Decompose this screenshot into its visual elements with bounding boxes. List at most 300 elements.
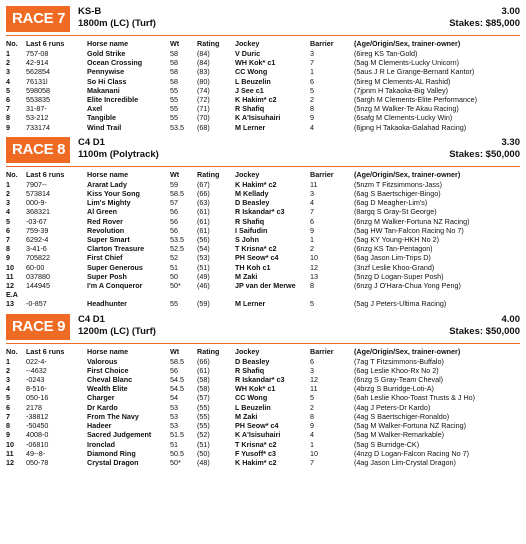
- table-row: [6, 375, 520, 384]
- cell-jockey: M Kellady: [235, 189, 269, 199]
- cell-wt: 58: [170, 76, 178, 86]
- cell-jockey: S John: [235, 235, 259, 245]
- table-row: [6, 86, 520, 95]
- cell-wt: 51.5: [170, 430, 184, 440]
- cell-rating: (55): [197, 402, 210, 412]
- race-header: [6, 4, 520, 34]
- cell-horse: Wealth Elite: [87, 384, 128, 394]
- race-header: [6, 312, 520, 342]
- cell-no: 9: [6, 430, 10, 440]
- cell-jockey: CC Wong: [235, 393, 268, 403]
- race-info: [78, 137, 159, 161]
- cell-no: 11: [6, 448, 14, 458]
- cell-barrier: 6: [310, 216, 314, 226]
- cell-rating: (50): [197, 448, 210, 458]
- column-header-wt: Wt: [170, 346, 180, 356]
- cell-barrier: 8: [310, 281, 314, 291]
- cell-barrier: 8: [310, 411, 314, 421]
- cell-barrier: 3: [310, 365, 314, 375]
- column-header-no: No.: [6, 169, 18, 179]
- cell-last6: 000-9-: [26, 198, 47, 208]
- race-class: KS-B: [78, 6, 102, 17]
- cell-wt: 55: [170, 85, 178, 95]
- cell-horse: Clarton Treasure: [87, 244, 145, 254]
- race-badge: RACE 8: [6, 137, 70, 163]
- table-row: [6, 207, 520, 216]
- cell-barrier: 4: [310, 122, 314, 132]
- cell-horse: First Choice: [87, 365, 129, 375]
- table-row: [6, 244, 520, 253]
- cell-age: (5nzm T Fitzsimmons-Jass): [354, 179, 442, 189]
- cell-wt: 55: [170, 104, 178, 114]
- cell-last6: 573814: [26, 189, 50, 199]
- cell-horse: Sacred Judgement: [87, 430, 152, 440]
- cell-horse: So Hi Class: [87, 76, 127, 86]
- cell-no: 9: [6, 122, 10, 132]
- column-header-no: No.: [6, 39, 18, 48]
- cell-horse: Cheval Blanc: [87, 375, 133, 385]
- table-row: [6, 58, 520, 67]
- cell-barrier: 3: [310, 49, 314, 58]
- cell-jockey: R Shafiq: [235, 104, 265, 114]
- cell-barrier: 1: [310, 67, 314, 77]
- cell-jockey: T Krisna* c2: [235, 244, 277, 254]
- cell-horse: Crystal Dragon: [87, 457, 139, 467]
- column-header-wt: Wt: [170, 39, 180, 48]
- cell-jockey: K Hakim* c2: [235, 457, 277, 467]
- cell-jockey: V Duric: [235, 49, 261, 58]
- cell-wt: 53: [170, 411, 178, 421]
- cell-barrier: 12: [310, 262, 318, 272]
- cell-rating: (59): [197, 299, 210, 309]
- cell-last6: 42-914: [26, 58, 49, 68]
- cell-age: (7ag T Fitzsimmons-Buffalo): [354, 356, 444, 366]
- cell-wt: 53.5: [170, 235, 184, 245]
- column-header-horse: Horse name: [87, 39, 129, 48]
- table-row: [6, 123, 520, 132]
- column-header-no: No.: [6, 346, 18, 356]
- cell-barrier: 5: [310, 393, 314, 403]
- table-row: [6, 440, 520, 449]
- cell-wt: 56: [170, 225, 178, 235]
- table-row: [6, 95, 520, 104]
- cell-last6: 53-212: [26, 113, 49, 123]
- cell-rating: (57): [197, 393, 210, 403]
- cell-last6: 598058: [26, 85, 50, 95]
- cell-last6: 31-87-: [26, 104, 47, 114]
- cell-no: 6: [6, 402, 10, 412]
- column-header-last6: Last 6 runs: [26, 39, 65, 48]
- cell-horse: Elite Incredible: [87, 95, 139, 105]
- cell-last6: -0243: [26, 375, 45, 385]
- cell-wt: 57: [170, 198, 178, 208]
- race-stakes: Stakes: $50,000: [449, 325, 520, 337]
- cell-no: 5: [6, 85, 10, 95]
- cell-age: (5ag S Burridge-CK): [354, 439, 420, 449]
- cell-jockey: R Iskandar* c3: [235, 375, 285, 385]
- column-header-age: (Age/Origin/Sex, trainer-owner): [354, 346, 461, 356]
- table-row: [6, 253, 520, 262]
- cell-jockey: K A'Isisuhairi: [235, 430, 281, 440]
- runners-table: [6, 36, 520, 132]
- cell-age: (5nzg D Logan-Super Posh): [354, 271, 444, 281]
- cell-rating: (66): [197, 356, 210, 366]
- cell-last6: 60-00: [26, 262, 45, 272]
- cell-barrier: 10: [310, 253, 318, 263]
- cell-horse: Red Rover: [87, 216, 123, 226]
- cell-no: 3: [6, 198, 10, 208]
- table-row: [6, 217, 520, 226]
- cell-jockey: WH Kok* c1: [235, 384, 276, 394]
- cell-rating: (51): [197, 439, 210, 449]
- cell-rating: (61): [197, 216, 210, 226]
- cell-last6: -50450: [26, 421, 49, 431]
- cell-horse: Revolution: [87, 225, 125, 235]
- cell-no: 12: [6, 457, 14, 467]
- cell-jockey: JP van der Merwe: [235, 281, 296, 291]
- cell-no: 1: [6, 356, 10, 366]
- race-section: [6, 312, 520, 467]
- cell-wt: 58: [170, 49, 178, 58]
- race-time: 3.30: [501, 136, 520, 148]
- cell-wt: 51: [170, 439, 178, 449]
- cell-last6: 562854: [26, 67, 50, 77]
- race-time: 4.00: [501, 313, 520, 325]
- cell-rating: (58): [197, 375, 210, 385]
- cell-rating: (55): [197, 411, 210, 421]
- race-section: [6, 4, 520, 132]
- race-meta: [449, 6, 520, 30]
- cell-jockey: M Zaki: [235, 411, 258, 421]
- cell-no: 12: [6, 281, 14, 291]
- table-row: [6, 458, 520, 467]
- cell-last6: 050-78: [26, 457, 49, 467]
- cell-no: 4: [6, 76, 10, 86]
- cell-rating: (51): [197, 262, 210, 272]
- cell-last6: 3-41-6: [26, 244, 47, 254]
- cell-horse: Ironclad: [87, 439, 115, 449]
- cell-jockey: WH Kok* c1: [235, 58, 276, 68]
- table-row: [6, 198, 520, 207]
- cell-jockey: L Beuzelin: [235, 76, 271, 86]
- race-meta: [449, 137, 520, 161]
- cell-wt: 54: [170, 393, 178, 403]
- cell-last6: 037880: [26, 271, 50, 281]
- cell-wt: 50.5: [170, 448, 184, 458]
- cell-rating: (46): [197, 281, 210, 291]
- cell-barrier: 1: [310, 439, 314, 449]
- table-row: [6, 67, 520, 76]
- cell-age: (6nzg KS Tan-Pentagon): [354, 244, 433, 254]
- cell-no: 9: [6, 253, 10, 263]
- cell-wt: 50: [170, 271, 178, 281]
- cell-jockey: K A'Isisuhairi: [235, 113, 281, 123]
- cell-horse: Axel: [87, 104, 103, 114]
- cell-wt: [170, 290, 197, 299]
- cell-age: (4nzg D Logan-Falcon Racing No 7): [354, 448, 470, 458]
- cell-wt: 56: [170, 365, 178, 375]
- cell-jockey: I Saifudin: [235, 225, 268, 235]
- cell-last6: 2178: [26, 402, 42, 412]
- cell-barrier: 10: [310, 448, 318, 458]
- cell-no: 7: [6, 411, 10, 421]
- cell-rating: (83): [197, 67, 210, 77]
- cell-rating: (84): [197, 49, 210, 58]
- cell-barrier: 2: [310, 95, 314, 105]
- cell-jockey: K Hakim* c2: [235, 95, 277, 105]
- cell-no: 11: [6, 271, 14, 281]
- cell-last6: 757-08: [26, 49, 49, 58]
- table-row: [6, 77, 520, 86]
- table-row: [6, 226, 520, 235]
- column-header-rating: Rating: [197, 346, 220, 356]
- cell-no: 5: [6, 216, 10, 226]
- race-time: 3.00: [501, 6, 520, 17]
- cell-barrier: 11: [310, 179, 318, 189]
- cell-wt: 55: [170, 95, 178, 105]
- cell-no: 7: [6, 104, 10, 114]
- cell-age: (8argq S Gray-St George): [354, 207, 437, 217]
- cell-last6: 368321: [26, 207, 50, 217]
- column-header-barrier: Barrier: [310, 169, 334, 179]
- race-stakes: Stakes: $85,000: [449, 18, 520, 29]
- table-row: [6, 290, 520, 299]
- cell-age: (5nzg M Walker-Te Akau Racing): [354, 104, 459, 114]
- cell-wt: 50*: [170, 457, 181, 467]
- cell-wt: 55: [170, 299, 178, 309]
- cell-horse: I'm A Conqueror: [87, 281, 143, 291]
- table-row: [6, 430, 520, 439]
- cell-age: (3nzf Leslie Khoo-Grand): [354, 262, 435, 272]
- cell-rating: (74): [197, 85, 210, 95]
- cell-last6: 8-516-: [26, 384, 47, 394]
- cell-horse: Kiss Your Song: [87, 189, 140, 199]
- cell-no: 10: [6, 262, 14, 272]
- runners-table: [6, 167, 520, 309]
- cell-age: (5argh M Clements-Elite Performance): [354, 95, 478, 105]
- cell-barrier: 4: [310, 198, 314, 208]
- cell-rating: (70): [197, 113, 210, 123]
- cell-age: (5ag M Walker-Fortuna NZ Racing): [354, 421, 466, 431]
- cell-rating: (63): [197, 198, 210, 208]
- cell-age: (5ireg M Clements-AL Rashid): [354, 76, 451, 86]
- cell-horse: Dr Kardo: [87, 402, 118, 412]
- cell-no: 8: [6, 421, 10, 431]
- cell-last6: -38812: [26, 411, 49, 421]
- cell-no: E.A: [6, 290, 18, 300]
- table-row: [6, 393, 520, 402]
- cell-jockey: F Yusoff* c3: [235, 448, 277, 458]
- race-badge: RACE 9: [6, 314, 70, 340]
- cell-jockey: L Beuzelin: [235, 402, 271, 412]
- column-header-rating: Rating: [197, 169, 220, 179]
- cell-last6: --4632: [26, 365, 47, 375]
- race-distance: 1200m (LC) (Turf): [78, 325, 156, 337]
- cell-last6: 022-4-: [26, 356, 47, 366]
- table-row: [6, 104, 520, 113]
- column-header-jockey: Jockey: [235, 169, 260, 179]
- race-stakes: Stakes: $50,000: [449, 148, 520, 160]
- cell-rating: (56): [197, 235, 210, 245]
- cell-horse: Super Posh: [87, 271, 127, 281]
- cell-jockey: T Krisna* c2: [235, 439, 277, 449]
- cell-wt: 56: [170, 216, 178, 226]
- cell-horse: Tangible: [87, 113, 117, 123]
- cell-horse: Wind Trail: [87, 122, 122, 132]
- cell-wt: 59: [170, 179, 178, 189]
- cell-jockey: R Shafiq: [235, 216, 265, 226]
- cell-age: (5ag HW Tan-Falcon Racing No 7): [354, 225, 464, 235]
- cell-age: (6ag Leslie Khoo-Rx No 2): [354, 365, 439, 375]
- cell-wt: 58: [170, 67, 178, 77]
- cell-barrier: 6: [310, 356, 314, 366]
- cell-no: 2: [6, 189, 10, 199]
- cell-no: 4: [6, 384, 10, 394]
- column-header-jockey: Jockey: [235, 346, 260, 356]
- cell-no: 8: [6, 113, 10, 123]
- cell-horse: Headhunter: [87, 299, 127, 309]
- cell-rating: (61): [197, 225, 210, 235]
- cell-horse: Lim's Mighty: [87, 198, 131, 208]
- cell-wt: 56: [170, 207, 178, 217]
- cell-rating: (52): [197, 430, 210, 440]
- cell-barrier: 12: [310, 375, 318, 385]
- cell-barrier: 5: [310, 85, 314, 95]
- cell-wt: 53.5: [170, 122, 184, 132]
- cell-jockey: R Iskandar* c3: [235, 207, 285, 217]
- cell-jockey: TH Koh c1: [235, 262, 271, 272]
- cell-horse: Ocean Crossing: [87, 58, 143, 68]
- cell-last6: 49--8-: [26, 448, 46, 458]
- cell-horse: First Chief: [87, 253, 123, 263]
- table-row: [6, 357, 520, 366]
- cell-barrier: 6: [310, 76, 314, 86]
- race-class: C4 D1: [78, 313, 105, 325]
- cell-rating: (53): [197, 253, 210, 263]
- cell-rating: (61): [197, 365, 210, 375]
- table-header-row: [6, 344, 520, 357]
- cell-barrier: 7: [310, 457, 314, 467]
- cell-no: 1: [6, 179, 10, 189]
- cell-rating: (66): [197, 189, 210, 199]
- column-header-barrier: Barrier: [310, 39, 334, 48]
- cell-horse: [87, 290, 170, 299]
- race-section: [6, 135, 520, 309]
- cell-barrier: 11: [310, 384, 318, 394]
- cell-jockey: D Beasley: [235, 198, 270, 208]
- cell-jockey: J See c1: [235, 85, 264, 95]
- cell-no: 10: [6, 439, 14, 449]
- cell-no: 5: [6, 393, 10, 403]
- cell-age: (4brzg S Burridge-Loti-A): [354, 384, 434, 394]
- cell-horse: Makanani: [87, 85, 120, 95]
- cell-last6: 759-39: [26, 225, 49, 235]
- cell-wt: 53: [170, 421, 178, 431]
- cell-wt: 50*: [170, 281, 181, 291]
- table-row: [6, 384, 520, 393]
- cell-horse: Al Green: [87, 207, 117, 217]
- cell-jockey: M Zaki: [235, 271, 258, 281]
- cell-rating: (68): [197, 122, 210, 132]
- table-row: [6, 281, 520, 290]
- cell-jockey: PH Seow* c4: [235, 421, 279, 431]
- column-header-age: (Age/Origin/Sex, trainer-owner): [354, 39, 461, 48]
- cell-no: 2: [6, 365, 10, 375]
- cell-rating: (84): [197, 58, 210, 68]
- cell-age: (6jpng H Takaoka-Galahad Racing): [354, 122, 467, 132]
- column-header-wt: Wt: [170, 169, 180, 179]
- cell-horse: Super Generous: [87, 262, 143, 272]
- cell-last6: -0-857: [26, 299, 47, 309]
- cell-no: 1: [6, 49, 10, 58]
- cell-last6: 733174: [26, 122, 50, 132]
- cell-age: [354, 290, 520, 299]
- cell-rating: (67): [197, 179, 210, 189]
- column-header-jockey: Jockey: [235, 39, 260, 48]
- cell-last6: 553835: [26, 95, 50, 105]
- table-row: [6, 263, 520, 272]
- table-row: [6, 189, 520, 198]
- cell-jockey: M Lerner: [235, 122, 266, 132]
- table-row: [6, 366, 520, 375]
- cell-no: 2: [6, 58, 10, 68]
- cell-rating: [197, 290, 235, 299]
- table-row: [6, 180, 520, 189]
- cell-rating: (72): [197, 95, 210, 105]
- cell-wt: 58.5: [170, 189, 184, 199]
- cell-barrier: 3: [310, 189, 314, 199]
- cell-age: (5ag M Clements-Lucky Unicorn): [354, 58, 460, 68]
- cell-last6: 7907--: [26, 179, 47, 189]
- cell-no: 4: [6, 207, 10, 217]
- cell-wt: 52.5: [170, 244, 184, 254]
- cell-age: (7jpnm H Takaoka-Big Valley): [354, 85, 449, 95]
- race-info: [78, 314, 156, 338]
- column-header-rating: Rating: [197, 39, 220, 48]
- race-meta: [449, 314, 520, 338]
- table-row: [6, 235, 520, 244]
- cell-no: 6: [6, 95, 10, 105]
- cell-no: 8: [6, 244, 10, 254]
- cell-age: (4ag Jason Lim-Crystal Dragon): [354, 457, 456, 467]
- cell-horse: Charger: [87, 393, 115, 403]
- cell-age: (5ag M Walker-Remarkable): [354, 430, 444, 440]
- cell-no: 7: [6, 235, 10, 245]
- cell-rating: (80): [197, 76, 210, 86]
- cell-age: (6nzg J O'Hara-Chua Yong Peng): [354, 281, 461, 291]
- cell-jockey: R Shafiq: [235, 365, 265, 375]
- race-badge: RACE 7: [6, 6, 70, 32]
- cell-no: 6: [6, 225, 10, 235]
- cell-jockey: [235, 290, 310, 299]
- cell-age: (6ah Leslie Khoo-Toast Trusts & J Ho): [354, 393, 476, 403]
- cell-age: (5ag KY Young-HKH No 2): [354, 235, 439, 245]
- cell-wt: 58: [170, 58, 178, 68]
- table-row: [6, 49, 520, 58]
- cell-jockey: CC Wong: [235, 67, 268, 77]
- column-header-horse: Horse name: [87, 169, 129, 179]
- cell-rating: (54): [197, 244, 210, 254]
- cell-barrier: 13: [310, 271, 318, 281]
- cell-last6: 705822: [26, 253, 50, 263]
- cell-age: (6nzg S Gray-Team Cheval): [354, 375, 444, 385]
- cell-barrier: 7: [310, 207, 314, 217]
- cell-age: (5ag J Peters-Ultima Racing): [354, 299, 447, 309]
- cell-last6: 4008-0: [26, 430, 49, 440]
- runners-table: [6, 344, 520, 467]
- cell-last6: 76131l: [26, 76, 48, 86]
- cell-age: (6ag Jason Lim-Trips D): [354, 253, 431, 263]
